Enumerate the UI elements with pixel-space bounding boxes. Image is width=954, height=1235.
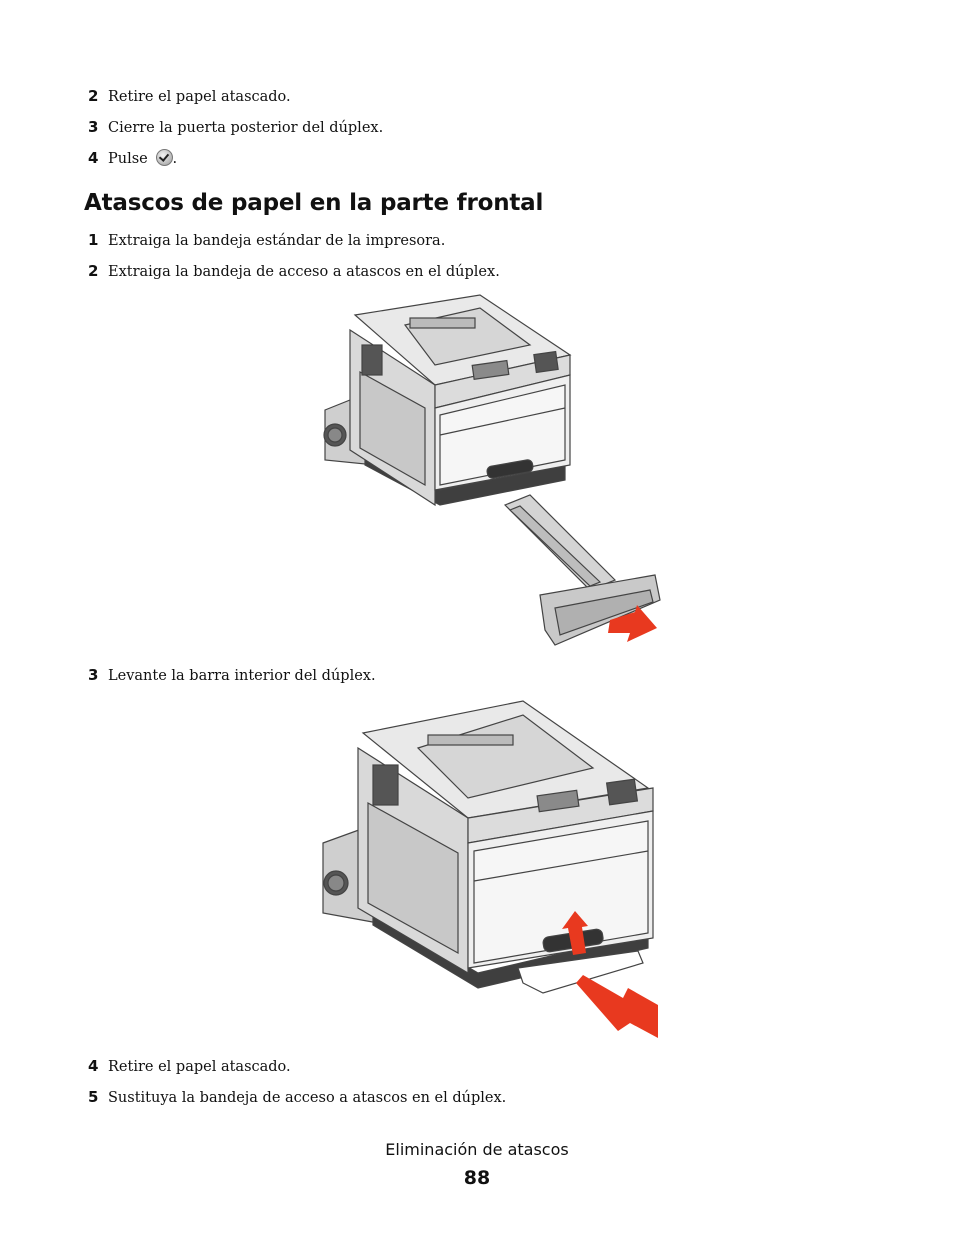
step-text: Levante la barra interior del dúplex. [108,668,376,684]
step-text: Cierre la puerta posterior del dúplex. [108,120,384,136]
step-item [88,87,291,106]
step-number: 2 [88,87,99,105]
page-number: 88 [463,1167,491,1189]
step-item [88,1088,506,1107]
checkmark-button-icon [156,149,173,166]
step-number: 4 [88,149,99,167]
step-text: Extraiga la bandeja de acceso a atascos en el dúplex. [108,264,500,280]
step-text: Extraiga la bandeja estándar de la impresora. [108,233,446,249]
step-text: Retire el papel atascado. [108,89,291,105]
step-item [88,262,500,281]
printer-lift-bar-illustration [318,693,663,1043]
step-item [88,1057,291,1076]
step-number: 2 [88,262,99,280]
step-item [88,666,376,685]
step-text: Sustituya la bandeja de acceso a atascos en el dúplex. [108,1090,507,1106]
step-number: 3 [88,118,99,136]
step-number: 4 [88,1057,99,1075]
red-arrow-icon [576,975,658,1038]
step-item [88,118,383,137]
step-suffix: . [172,151,178,167]
step-text: Pulse [108,151,148,167]
footer-section-name: Eliminación de atascos [385,1140,569,1159]
step-item [88,149,177,168]
section-title: Atascos de papel en la parte frontal [84,190,544,216]
step-text: Retire el papel atascado. [108,1059,291,1075]
printer-duplex-tray-illustration [315,290,665,655]
step-item [88,231,445,250]
step-number: 5 [88,1088,99,1106]
step-number: 1 [88,231,99,249]
step-number: 3 [88,666,99,684]
